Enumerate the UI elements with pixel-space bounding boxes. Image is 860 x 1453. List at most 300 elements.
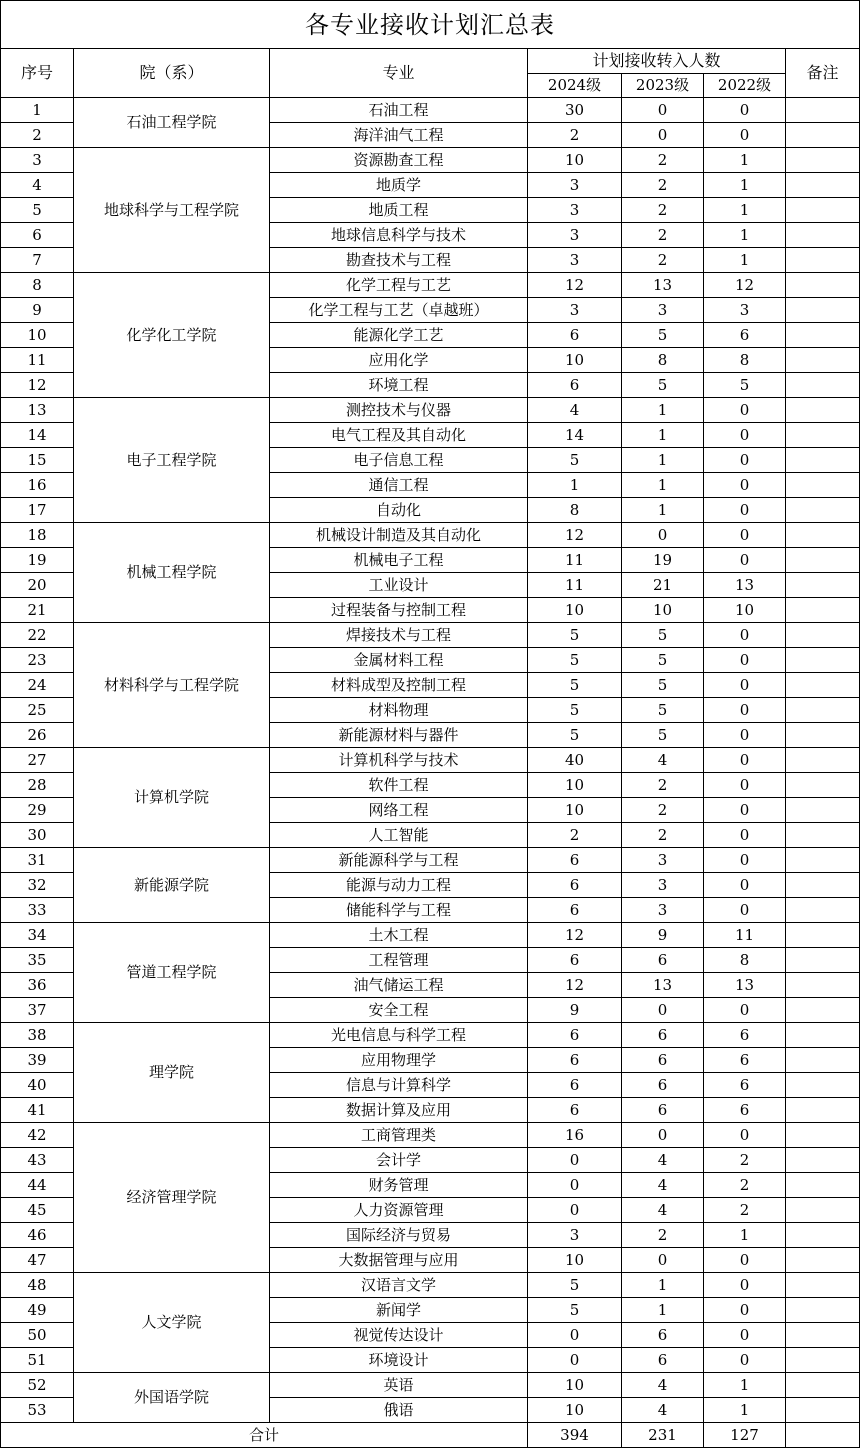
value-2022: 0 xyxy=(704,998,786,1023)
value-2024: 14 xyxy=(528,423,622,448)
value-2023: 6 xyxy=(622,1073,704,1098)
note-cell xyxy=(786,898,860,923)
college-cell: 外国语学院 xyxy=(74,1373,270,1423)
value-2024: 5 xyxy=(528,1273,622,1298)
value-2022: 0 xyxy=(704,648,786,673)
note-cell xyxy=(786,498,860,523)
value-2024: 40 xyxy=(528,748,622,773)
note-cell xyxy=(786,748,860,773)
major-cell: 能源化学工艺 xyxy=(270,323,528,348)
note-cell xyxy=(786,598,860,623)
table-row xyxy=(1,1373,860,1398)
major-cell: 地球信息科学与技术 xyxy=(270,223,528,248)
value-2023: 3 xyxy=(622,298,704,323)
note-cell xyxy=(786,1248,860,1273)
value-2022: 6 xyxy=(704,1073,786,1098)
value-2022: 0 xyxy=(704,673,786,698)
row-index: 43 xyxy=(1,1148,74,1173)
header-2023: 2023级 xyxy=(622,74,704,98)
table-row xyxy=(1,848,860,873)
note-cell xyxy=(786,248,860,273)
total-note xyxy=(786,1423,860,1448)
value-2024: 5 xyxy=(528,648,622,673)
value-2024: 5 xyxy=(528,1298,622,1323)
major-cell: 机械电子工程 xyxy=(270,548,528,573)
value-2022: 1 xyxy=(704,148,786,173)
note-cell xyxy=(786,698,860,723)
value-2024: 12 xyxy=(528,973,622,998)
major-cell: 化学工程与工艺（卓越班） xyxy=(270,298,528,323)
college-cell: 地球科学与工程学院 xyxy=(74,148,270,273)
major-cell: 储能科学与工程 xyxy=(270,898,528,923)
value-2023: 5 xyxy=(622,698,704,723)
value-2024: 10 xyxy=(528,1373,622,1398)
value-2022: 6 xyxy=(704,323,786,348)
major-cell: 环境工程 xyxy=(270,373,528,398)
value-2023: 5 xyxy=(622,648,704,673)
value-2022: 0 xyxy=(704,523,786,548)
value-2023: 1 xyxy=(622,498,704,523)
note-cell xyxy=(786,223,860,248)
major-cell: 土木工程 xyxy=(270,923,528,948)
value-2024: 0 xyxy=(528,1348,622,1373)
value-2022: 0 xyxy=(704,698,786,723)
major-cell: 地质工程 xyxy=(270,198,528,223)
value-2023: 2 xyxy=(622,823,704,848)
header-major: 专业 xyxy=(270,49,528,98)
value-2022: 0 xyxy=(704,473,786,498)
value-2024: 8 xyxy=(528,498,622,523)
value-2022: 8 xyxy=(704,348,786,373)
note-cell xyxy=(786,198,860,223)
table-title: 各专业接收计划汇总表 xyxy=(1,1,860,49)
value-2024: 12 xyxy=(528,273,622,298)
major-cell: 应用物理学 xyxy=(270,1048,528,1073)
note-cell xyxy=(786,798,860,823)
header-plan: 计划接收转入人数 xyxy=(528,49,786,74)
row-index: 12 xyxy=(1,373,74,398)
value-2023: 2 xyxy=(622,148,704,173)
row-index: 27 xyxy=(1,748,74,773)
value-2023: 0 xyxy=(622,1248,704,1273)
note-cell xyxy=(786,298,860,323)
row-index: 3 xyxy=(1,148,74,173)
note-cell xyxy=(786,973,860,998)
value-2023: 2 xyxy=(622,248,704,273)
value-2023: 2 xyxy=(622,198,704,223)
value-2024: 6 xyxy=(528,373,622,398)
header-2024: 2024级 xyxy=(528,74,622,98)
value-2022: 2 xyxy=(704,1173,786,1198)
note-cell xyxy=(786,123,860,148)
value-2024: 6 xyxy=(528,1098,622,1123)
value-2023: 1 xyxy=(622,1298,704,1323)
row-index: 35 xyxy=(1,948,74,973)
value-2022: 0 xyxy=(704,398,786,423)
table-row xyxy=(1,98,860,123)
value-2024: 3 xyxy=(528,198,622,223)
major-cell: 工业设计 xyxy=(270,573,528,598)
note-cell xyxy=(786,323,860,348)
value-2024: 5 xyxy=(528,448,622,473)
value-2022: 0 xyxy=(704,1298,786,1323)
value-2023: 4 xyxy=(622,1173,704,1198)
table-row xyxy=(1,148,860,173)
value-2023: 0 xyxy=(622,123,704,148)
value-2024: 2 xyxy=(528,123,622,148)
value-2023: 4 xyxy=(622,748,704,773)
major-cell: 应用化学 xyxy=(270,348,528,373)
value-2022: 0 xyxy=(704,448,786,473)
value-2022: 0 xyxy=(704,98,786,123)
major-cell: 人力资源管理 xyxy=(270,1198,528,1223)
row-index: 53 xyxy=(1,1398,74,1423)
row-index: 30 xyxy=(1,823,74,848)
table-row xyxy=(1,398,860,423)
major-cell: 勘查技术与工程 xyxy=(270,248,528,273)
major-cell: 自动化 xyxy=(270,498,528,523)
value-2023: 6 xyxy=(622,1098,704,1123)
value-2024: 0 xyxy=(528,1323,622,1348)
table-row xyxy=(1,1023,860,1048)
note-cell xyxy=(786,1198,860,1223)
note-cell xyxy=(786,98,860,123)
note-cell xyxy=(786,823,860,848)
college-cell: 管道工程学院 xyxy=(74,923,270,1023)
value-2023: 1 xyxy=(622,1273,704,1298)
value-2022: 8 xyxy=(704,948,786,973)
value-2023: 5 xyxy=(622,323,704,348)
note-cell xyxy=(786,348,860,373)
note-cell xyxy=(786,1323,860,1348)
value-2024: 10 xyxy=(528,598,622,623)
row-index: 9 xyxy=(1,298,74,323)
total-2022: 127 xyxy=(704,1423,786,1448)
major-cell: 国际经济与贸易 xyxy=(270,1223,528,1248)
college-cell: 石油工程学院 xyxy=(74,98,270,148)
major-cell: 俄语 xyxy=(270,1398,528,1423)
total-row xyxy=(1,1423,860,1448)
value-2022: 6 xyxy=(704,1023,786,1048)
value-2023: 1 xyxy=(622,423,704,448)
note-cell xyxy=(786,723,860,748)
value-2022: 1 xyxy=(704,1223,786,1248)
value-2024: 12 xyxy=(528,923,622,948)
value-2023: 1 xyxy=(622,448,704,473)
header-college: 院（系） xyxy=(74,49,270,98)
total-2023: 231 xyxy=(622,1423,704,1448)
value-2022: 6 xyxy=(704,1098,786,1123)
major-cell: 资源勘查工程 xyxy=(270,148,528,173)
value-2022: 1 xyxy=(704,248,786,273)
major-cell: 工商管理类 xyxy=(270,1123,528,1148)
major-cell: 过程装备与控制工程 xyxy=(270,598,528,623)
note-cell xyxy=(786,1098,860,1123)
note-cell xyxy=(786,1223,860,1248)
value-2022: 0 xyxy=(704,1348,786,1373)
value-2024: 6 xyxy=(528,948,622,973)
value-2024: 4 xyxy=(528,398,622,423)
row-index: 31 xyxy=(1,848,74,873)
college-cell: 计算机学院 xyxy=(74,748,270,848)
note-cell xyxy=(786,448,860,473)
value-2022: 12 xyxy=(704,273,786,298)
row-index: 45 xyxy=(1,1198,74,1223)
value-2023: 4 xyxy=(622,1398,704,1423)
value-2024: 12 xyxy=(528,523,622,548)
value-2023: 6 xyxy=(622,948,704,973)
major-cell: 视觉传达设计 xyxy=(270,1323,528,1348)
college-cell: 电子工程学院 xyxy=(74,398,270,523)
value-2023: 6 xyxy=(622,1348,704,1373)
value-2024: 10 xyxy=(528,148,622,173)
note-cell xyxy=(786,473,860,498)
value-2024: 6 xyxy=(528,1048,622,1073)
note-cell xyxy=(786,373,860,398)
value-2024: 3 xyxy=(528,1223,622,1248)
value-2023: 2 xyxy=(622,1223,704,1248)
table-row xyxy=(1,1123,860,1148)
college-cell: 新能源学院 xyxy=(74,848,270,923)
row-index: 24 xyxy=(1,673,74,698)
row-index: 7 xyxy=(1,248,74,273)
row-index: 41 xyxy=(1,1098,74,1123)
row-index: 10 xyxy=(1,323,74,348)
value-2023: 4 xyxy=(622,1148,704,1173)
major-cell: 会计学 xyxy=(270,1148,528,1173)
value-2023: 5 xyxy=(622,673,704,698)
value-2023: 3 xyxy=(622,848,704,873)
row-index: 40 xyxy=(1,1073,74,1098)
major-cell: 石油工程 xyxy=(270,98,528,123)
row-index: 42 xyxy=(1,1123,74,1148)
row-index: 36 xyxy=(1,973,74,998)
value-2023: 9 xyxy=(622,923,704,948)
row-index: 16 xyxy=(1,473,74,498)
major-cell: 工程管理 xyxy=(270,948,528,973)
value-2023: 13 xyxy=(622,973,704,998)
value-2023: 6 xyxy=(622,1023,704,1048)
note-cell xyxy=(786,1398,860,1423)
value-2024: 1 xyxy=(528,473,622,498)
table-row xyxy=(1,923,860,948)
value-2022: 3 xyxy=(704,298,786,323)
value-2024: 6 xyxy=(528,848,622,873)
value-2022: 0 xyxy=(704,1273,786,1298)
row-index: 5 xyxy=(1,198,74,223)
note-cell xyxy=(786,1173,860,1198)
row-index: 38 xyxy=(1,1023,74,1048)
major-cell: 计算机科学与技术 xyxy=(270,748,528,773)
major-cell: 材料成型及控制工程 xyxy=(270,673,528,698)
value-2024: 0 xyxy=(528,1173,622,1198)
value-2023: 0 xyxy=(622,98,704,123)
value-2023: 2 xyxy=(622,173,704,198)
total-2024: 394 xyxy=(528,1423,622,1448)
row-index: 32 xyxy=(1,873,74,898)
value-2023: 6 xyxy=(622,1048,704,1073)
major-cell: 财务管理 xyxy=(270,1173,528,1198)
major-cell: 光电信息与科学工程 xyxy=(270,1023,528,1048)
value-2022: 1 xyxy=(704,198,786,223)
value-2022: 2 xyxy=(704,1198,786,1223)
value-2023: 4 xyxy=(622,1373,704,1398)
value-2024: 3 xyxy=(528,248,622,273)
major-cell: 机械设计制造及其自动化 xyxy=(270,523,528,548)
major-cell: 英语 xyxy=(270,1373,528,1398)
table-body xyxy=(1,98,860,1423)
value-2023: 1 xyxy=(622,473,704,498)
note-cell xyxy=(786,523,860,548)
value-2022: 0 xyxy=(704,873,786,898)
value-2022: 0 xyxy=(704,723,786,748)
note-cell xyxy=(786,573,860,598)
value-2022: 1 xyxy=(704,1373,786,1398)
value-2024: 6 xyxy=(528,1073,622,1098)
value-2023: 2 xyxy=(622,798,704,823)
row-index: 44 xyxy=(1,1173,74,1198)
row-index: 23 xyxy=(1,648,74,673)
note-cell xyxy=(786,673,860,698)
row-index: 21 xyxy=(1,598,74,623)
value-2024: 0 xyxy=(528,1198,622,1223)
note-cell xyxy=(786,948,860,973)
note-cell xyxy=(786,173,860,198)
value-2022: 1 xyxy=(704,223,786,248)
note-cell xyxy=(786,1273,860,1298)
major-cell: 测控技术与仪器 xyxy=(270,398,528,423)
value-2024: 6 xyxy=(528,1023,622,1048)
total-label: 合计 xyxy=(1,1423,528,1448)
major-cell: 材料物理 xyxy=(270,698,528,723)
note-cell xyxy=(786,148,860,173)
value-2023: 8 xyxy=(622,348,704,373)
major-cell: 信息与计算科学 xyxy=(270,1073,528,1098)
note-cell xyxy=(786,848,860,873)
row-index: 51 xyxy=(1,1348,74,1373)
row-index: 46 xyxy=(1,1223,74,1248)
major-cell: 地质学 xyxy=(270,173,528,198)
value-2022: 10 xyxy=(704,598,786,623)
row-index: 14 xyxy=(1,423,74,448)
row-index: 22 xyxy=(1,623,74,648)
value-2022: 0 xyxy=(704,623,786,648)
table-row xyxy=(1,748,860,773)
major-cell: 新能源材料与器件 xyxy=(270,723,528,748)
major-cell: 新能源科学与工程 xyxy=(270,848,528,873)
row-index: 25 xyxy=(1,698,74,723)
row-index: 39 xyxy=(1,1048,74,1073)
college-cell: 化学化工学院 xyxy=(74,273,270,398)
major-cell: 环境设计 xyxy=(270,1348,528,1373)
row-index: 29 xyxy=(1,798,74,823)
value-2022: 6 xyxy=(704,1048,786,1073)
row-index: 2 xyxy=(1,123,74,148)
value-2023: 3 xyxy=(622,873,704,898)
row-index: 17 xyxy=(1,498,74,523)
value-2023: 6 xyxy=(622,1323,704,1348)
value-2023: 13 xyxy=(622,273,704,298)
major-cell: 新闻学 xyxy=(270,1298,528,1323)
row-index: 34 xyxy=(1,923,74,948)
value-2024: 10 xyxy=(528,348,622,373)
value-2022: 0 xyxy=(704,1123,786,1148)
value-2024: 3 xyxy=(528,223,622,248)
note-cell xyxy=(786,1048,860,1073)
value-2022: 0 xyxy=(704,423,786,448)
row-index: 48 xyxy=(1,1273,74,1298)
major-cell: 网络工程 xyxy=(270,798,528,823)
value-2023: 5 xyxy=(622,373,704,398)
note-cell xyxy=(786,398,860,423)
major-cell: 软件工程 xyxy=(270,773,528,798)
row-index: 47 xyxy=(1,1248,74,1273)
row-index: 4 xyxy=(1,173,74,198)
major-cell: 人工智能 xyxy=(270,823,528,848)
row-index: 6 xyxy=(1,223,74,248)
value-2022: 0 xyxy=(704,1323,786,1348)
note-cell xyxy=(786,873,860,898)
value-2024: 6 xyxy=(528,873,622,898)
value-2024: 5 xyxy=(528,623,622,648)
value-2023: 2 xyxy=(622,773,704,798)
value-2024: 11 xyxy=(528,548,622,573)
note-cell xyxy=(786,1123,860,1148)
value-2023: 1 xyxy=(622,398,704,423)
note-cell xyxy=(786,1298,860,1323)
major-cell: 电子信息工程 xyxy=(270,448,528,473)
value-2024: 10 xyxy=(528,1398,622,1423)
major-cell: 安全工程 xyxy=(270,998,528,1023)
major-cell: 大数据管理与应用 xyxy=(270,1248,528,1273)
value-2023: 21 xyxy=(622,573,704,598)
value-2024: 6 xyxy=(528,898,622,923)
table-row xyxy=(1,523,860,548)
value-2024: 3 xyxy=(528,298,622,323)
value-2022: 0 xyxy=(704,1248,786,1273)
value-2022: 13 xyxy=(704,573,786,598)
note-cell xyxy=(786,648,860,673)
value-2023: 0 xyxy=(622,1123,704,1148)
value-2024: 9 xyxy=(528,998,622,1023)
row-index: 13 xyxy=(1,398,74,423)
value-2024: 16 xyxy=(528,1123,622,1148)
value-2022: 0 xyxy=(704,548,786,573)
row-index: 20 xyxy=(1,573,74,598)
value-2022: 1 xyxy=(704,1398,786,1423)
value-2024: 11 xyxy=(528,573,622,598)
major-cell: 电气工程及其自动化 xyxy=(270,423,528,448)
value-2022: 0 xyxy=(704,848,786,873)
value-2022: 0 xyxy=(704,898,786,923)
major-cell: 海洋油气工程 xyxy=(270,123,528,148)
major-cell: 金属材料工程 xyxy=(270,648,528,673)
value-2024: 10 xyxy=(528,773,622,798)
value-2024: 5 xyxy=(528,673,622,698)
value-2023: 3 xyxy=(622,898,704,923)
table-row xyxy=(1,273,860,298)
row-index: 50 xyxy=(1,1323,74,1348)
major-cell: 数据计算及应用 xyxy=(270,1098,528,1123)
college-cell: 经济管理学院 xyxy=(74,1123,270,1273)
value-2023: 2 xyxy=(622,223,704,248)
value-2022: 0 xyxy=(704,773,786,798)
row-index: 8 xyxy=(1,273,74,298)
value-2022: 0 xyxy=(704,123,786,148)
value-2024: 6 xyxy=(528,323,622,348)
note-cell xyxy=(786,423,860,448)
value-2024: 30 xyxy=(528,98,622,123)
